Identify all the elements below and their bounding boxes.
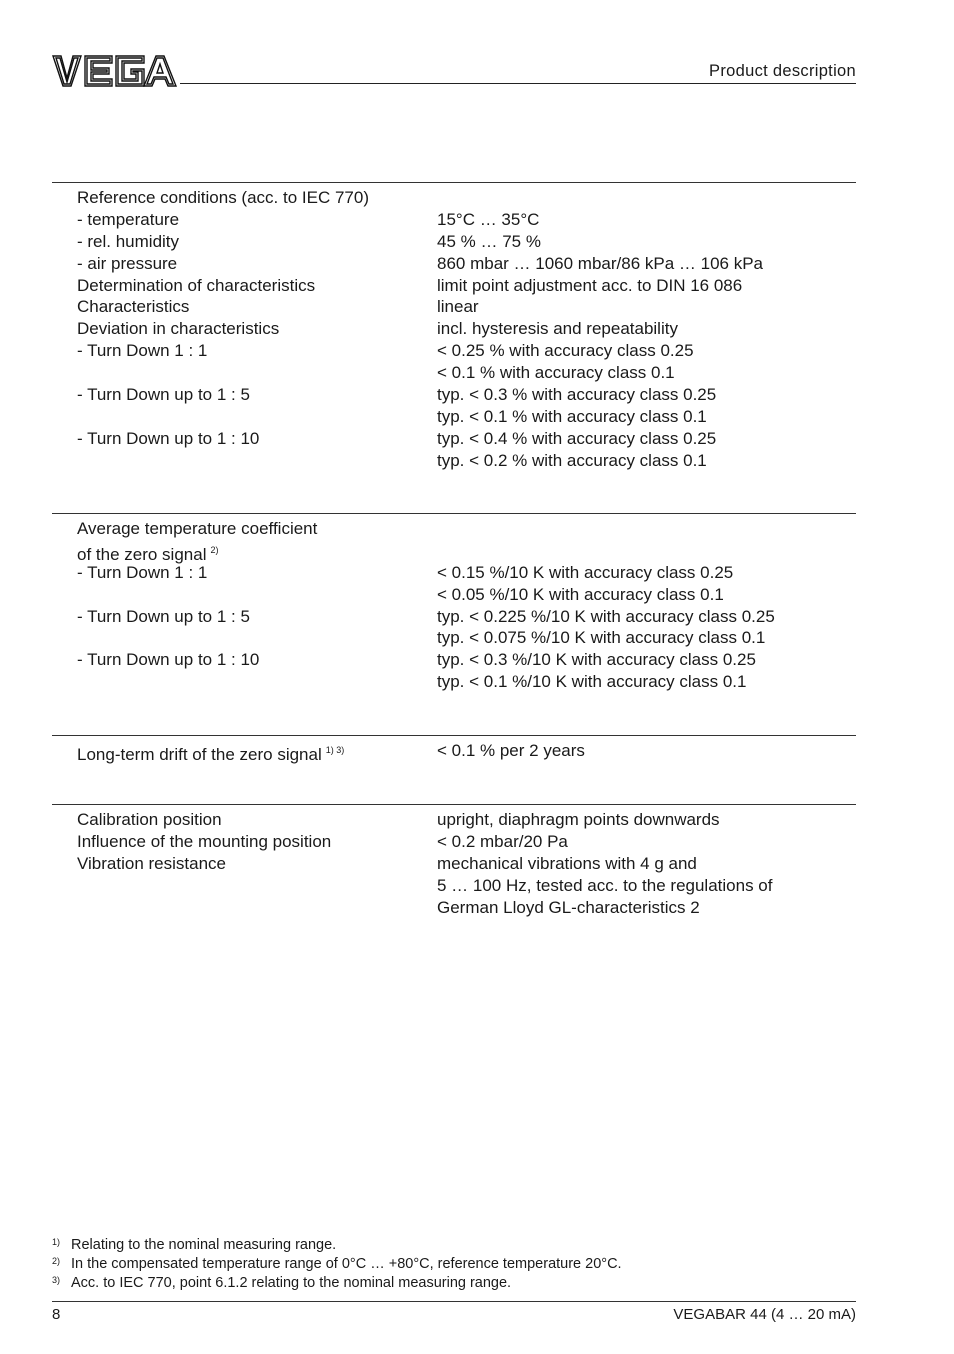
section-divider [52,513,856,514]
spec-value [437,187,857,209]
spec-row [77,584,857,606]
spec-value: 45 % … 75 % [437,231,541,251]
reference-conditions-block [77,187,857,472]
spec-row [77,187,857,209]
footer-rule [52,1301,856,1302]
section-divider [52,182,856,183]
spec-row [77,540,857,562]
spec-label: - Turn Down up to 1 : 5 [77,606,250,626]
footnote [52,1255,622,1274]
spec-row [77,450,857,472]
spec-value: typ. < 0.225 %/10 K with accuracy class 0.25 [437,606,775,626]
spec-label: - Turn Down 1 : 1 [77,562,208,582]
spec-row [77,649,857,671]
spec-label: Long-term drift of the zero signal $^{1) 3)}$ [77,745,345,764]
spec-label: - Turn Down up to 1 : 5 [77,385,250,405]
long-term-drift-block [77,740,857,762]
footnote-mark: 2) [52,1256,61,1266]
spec-label: Calibration position [77,810,222,829]
section-title: Product description [709,62,856,80]
spec-value: typ. < 0.075 %/10 K with accuracy class 0.1 [437,628,766,648]
spec-label [77,627,437,649]
footnote-ref: 2) [210,544,219,555]
spec-row [77,362,857,384]
footnote [52,1236,622,1255]
spec-heading: of the zero signal $^{2)}$ [77,544,219,564]
spec-value: < 0.1 % per 2 years [437,741,585,760]
spec-label: Deviation in characteristics [77,319,280,339]
spec-label [77,406,437,428]
spec-row [77,740,857,762]
spec-row [77,897,857,919]
footnote-text: Relating to the nominal measuring range. [71,1237,337,1253]
spec-value: typ. < 0.2 % with accuracy class 0.1 [437,450,707,470]
spec-row [77,253,857,275]
spec-row [77,671,857,693]
spec-value: < 0.25 % with accuracy class 0.25 [437,341,694,361]
spec-row [77,406,857,428]
spec-value: 860 mbar … 1060 mbar/86 kPa … 106 kPa [437,253,764,273]
section-divider [52,804,856,805]
spec-row [77,875,857,897]
spec-row [77,318,857,340]
spec-value: mechanical vibrations with 4 g and [437,853,697,873]
spec-row [77,275,857,297]
spec-row [77,231,857,253]
temperature-coefficient-block [77,518,857,693]
spec-label: - air pressure [77,253,178,273]
spec-label [77,875,437,897]
spec-value: < 0.2 mbar/20 Pa [437,831,568,851]
spec-value: upright, diaphragm points downwards [437,810,720,829]
spec-label [77,584,437,606]
spec-label [77,450,437,472]
spec-label: - Turn Down up to 1 : 10 [77,650,260,670]
vega-logo [52,54,178,88]
spec-value: limit point adjustment acc. to DIN 16 086 [437,275,743,295]
spec-value: German Lloyd GL-characteristics 2 [437,897,700,917]
spec-label: - temperature [77,209,180,229]
spec-value: typ. < 0.1 % with accuracy class 0.1 [437,406,707,426]
section-divider [52,735,856,736]
spec-label [77,362,437,384]
spec-row [77,209,857,231]
spec-row [77,518,857,540]
page-number: 8 [52,1306,61,1323]
product-name: VEGABAR 44 (4 … 20 mA) [673,1306,856,1323]
spec-label: Reference conditions (acc. to IEC 770) [77,188,369,207]
spec-row [77,296,857,318]
spec-label: Characteristics [77,297,190,317]
spec-value: typ. < 0.3 % with accuracy class 0.25 [437,385,717,405]
spec-label: Influence of the mounting position [77,831,332,851]
spec-value: 5 … 100 Hz, tested acc. to the regulations of [437,875,773,895]
spec-row [77,606,857,628]
footnote-text: Acc. to IEC 770, point 6.1.2 relating to the nominal measuring range. [71,1275,512,1291]
header-rule [180,83,856,84]
spec-row [77,384,857,406]
spec-label: Determination of characteristics [77,275,316,295]
spec-value: typ. < 0.3 %/10 K with accuracy class 0.25 [437,650,756,670]
footnote [52,1274,622,1293]
spec-label: - Turn Down 1 : 1 [77,341,208,361]
spec-label: Vibration resistance [77,853,226,873]
spec-label [77,671,437,693]
spec-row [77,853,857,875]
spec-value: linear [437,297,479,317]
spec-row [77,428,857,450]
spec-row [77,562,857,584]
mounting-block [77,809,857,918]
spec-label: - Turn Down up to 1 : 10 [77,428,260,448]
spec-value: 15°C … 35°C [437,209,540,229]
spec-value: < 0.1 % with accuracy class 0.1 [437,363,675,383]
footnote-mark: 3) [52,1275,61,1285]
spec-row [77,627,857,649]
spec-row [77,809,857,831]
footnote-mark: 1) [52,1237,61,1247]
spec-value: typ. < 0.4 % with accuracy class 0.25 [437,428,717,448]
spec-value: < 0.05 %/10 K with accuracy class 0.1 [437,584,724,604]
footnote-ref: 1) 3) [325,745,345,755]
spec-label: - rel. humidity [77,231,180,251]
spec-value: typ. < 0.1 %/10 K with accuracy class 0.1 [437,672,747,692]
spec-value: < 0.15 %/10 K with accuracy class 0.25 [437,562,734,582]
spec-heading: Average temperature coefficient [77,519,318,538]
footnote-text: In the compensated temperature range of 0°C … +80°C, reference temperature 20°C. [71,1256,622,1272]
footnotes [52,1236,622,1293]
spec-label [77,897,437,919]
spec-row [77,340,857,362]
spec-row [77,831,857,853]
spec-value: incl. hysteresis and repeatability [437,319,678,339]
